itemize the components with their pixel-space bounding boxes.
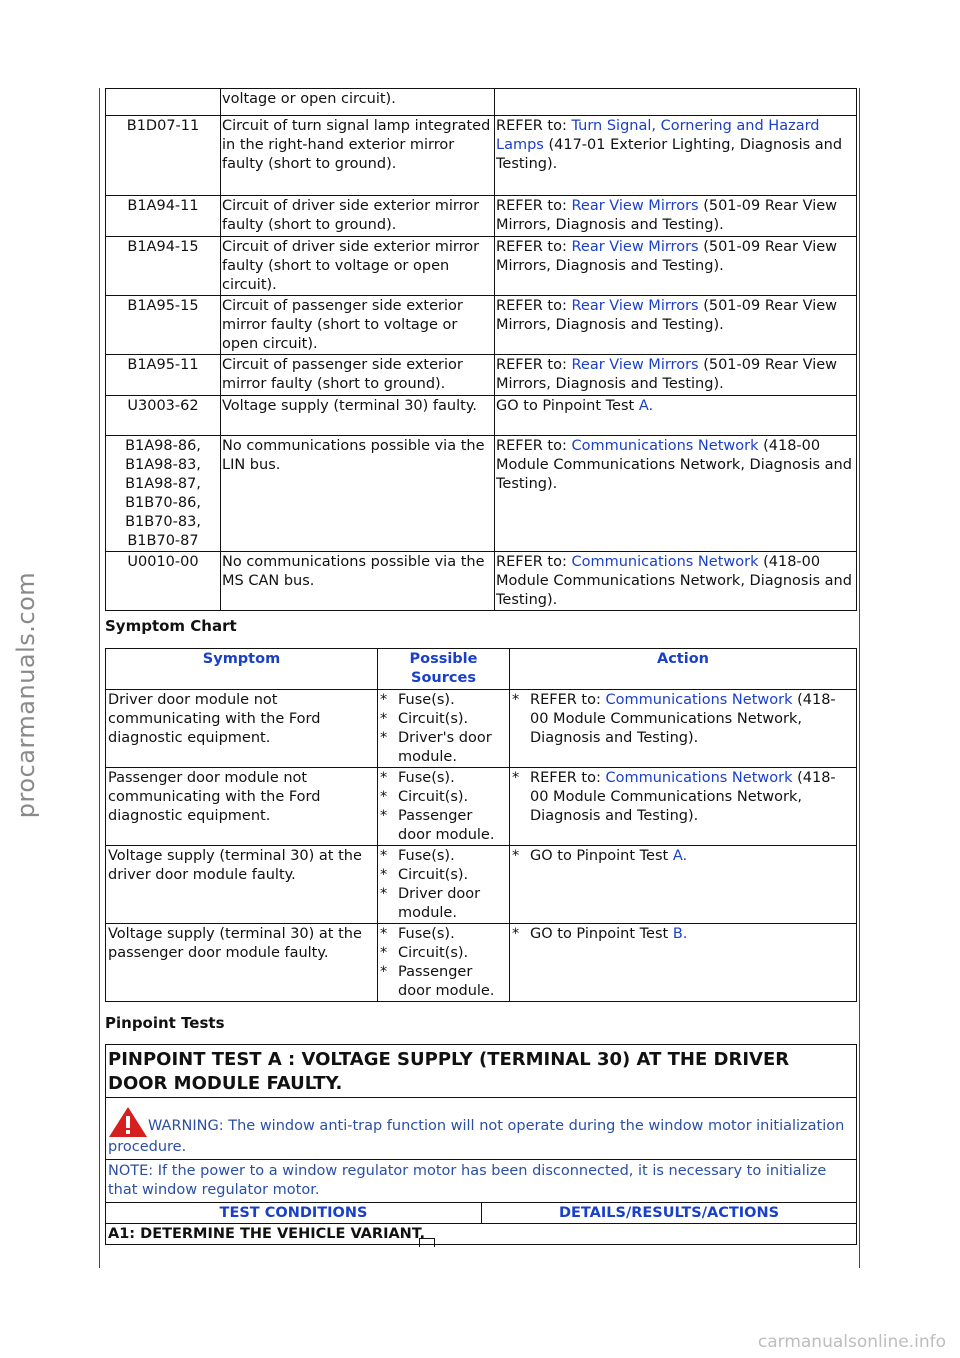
dtc-code: U3003-62 [106, 396, 221, 436]
action-text: (501-09 Rear View Mirrors, Diagnosis and Testing). [496, 239, 838, 274]
symptom-action [510, 768, 857, 846]
action-text: REFER to: [530, 770, 606, 786]
bullet-star: * [380, 730, 388, 746]
action-text-block [530, 925, 854, 944]
dtc-action [495, 355, 857, 396]
side-watermark: procarmanuals.com [12, 571, 40, 819]
step-a1: A1: DETERMINE THE VEHICLE VARIANT. [106, 1224, 857, 1245]
possible-sources [378, 924, 510, 1002]
dtc-action [495, 89, 857, 116]
dtc-action [495, 436, 857, 552]
details-results-actions-header: DETAILS/RESULTS/ACTIONS [482, 1203, 857, 1224]
bullet-star: * [512, 926, 520, 942]
dtc-description: Circuit of driver side exterior mirror faulty (short to voltage or open circuit). [221, 237, 495, 296]
dtc-description: Circuit of passenger side exterior mirror faulty (short to voltage or open circuit). [221, 296, 495, 355]
dtc-row [106, 196, 857, 237]
reference-link[interactable]: A. [638, 398, 654, 414]
bullet-star: * [512, 770, 520, 786]
action-text: (501-09 Rear View Mirrors, Diagnosis and Testing). [496, 198, 838, 233]
dtc-action [495, 396, 857, 436]
reference-link[interactable]: Rear View Mirrors [571, 198, 699, 214]
bullet-star: * [512, 848, 520, 864]
dtc-row [106, 396, 857, 436]
action-text: REFER to: [496, 298, 572, 314]
dtc-row [106, 552, 857, 611]
source-text: Circuit(s). [398, 945, 469, 961]
dtc-description: Circuit of turn signal lamp integrated in the right-hand exterior mirror faulty (short to ground). [221, 116, 495, 196]
page-left-rule [99, 88, 100, 1268]
action-text: REFER to: [496, 118, 572, 134]
bullet-star: * [380, 711, 388, 727]
symptom-action [510, 690, 857, 768]
source-item [380, 729, 507, 767]
bullet-star: * [380, 945, 388, 961]
reference-link[interactable]: Rear View Mirrors [571, 239, 699, 255]
action-text: (417-01 Exterior Lighting, Diagnosis and Testing). [496, 137, 843, 172]
dtc-code: B1A94-11 [106, 196, 221, 237]
bullet-star: * [380, 886, 388, 902]
source-text: Circuit(s). [398, 867, 469, 883]
dtc-description: Circuit of passenger side exterior mirror faulty (short to ground). [221, 355, 495, 396]
action-text: (418-00 Module Communications Network, Diagnosis and Testing). [496, 554, 852, 608]
action-text: GO to Pinpoint Test [530, 848, 673, 864]
note-text: NOTE: If the power to a window regulator motor has been disconnected, it is necessary to initialize that window regulator motor. [106, 1160, 857, 1203]
reference-link[interactable]: Turn Signal, Cornering and Hazard Lamps [496, 118, 820, 153]
source-text: Fuse(s). [398, 692, 455, 708]
test-conditions-header: TEST CONDITIONS [106, 1203, 482, 1224]
source-text: Fuse(s). [398, 926, 455, 942]
dtc-code: B1D07-11 [106, 116, 221, 196]
pinpoint-test-title: PINPOINT TEST A : VOLTAGE SUPPLY (TERMINAL 30) AT THE DRIVER DOOR MODULE FAULTY. [106, 1045, 857, 1098]
possible-sources [378, 846, 510, 924]
possible-sources [378, 768, 510, 846]
dtc-code: U0010-00 [106, 552, 221, 611]
source-item [380, 710, 507, 729]
bullet-star: * [380, 867, 388, 883]
dtc-row [106, 237, 857, 296]
reference-link[interactable]: A. [672, 848, 688, 864]
pinpoint-tests-heading: Pinpoint Tests [105, 1014, 225, 1032]
possible-sources [378, 690, 510, 768]
warning-box [106, 1098, 857, 1160]
source-item [380, 691, 507, 710]
source-item [380, 788, 507, 807]
action-text: GO to Pinpoint Test [530, 926, 673, 942]
source-text: Driver's door module. [398, 730, 492, 765]
possible-sources-header: Possible Sources [378, 649, 510, 690]
bullet-star: * [380, 848, 388, 864]
source-item [380, 944, 507, 963]
dtc-code: B1A95-11 [106, 355, 221, 396]
reference-link[interactable]: B. [672, 926, 688, 942]
reference-link[interactable]: Communications Network [605, 770, 793, 786]
source-item [380, 963, 507, 1001]
reference-link[interactable]: Communications Network [571, 438, 759, 454]
action-text-block [530, 769, 854, 826]
source-text: Fuse(s). [398, 770, 455, 786]
dtc-code: B1A98-86, B1A98-83, B1A98-87, B1B70-86, B1B70-83, B1B70-87 [106, 436, 221, 552]
bullet-star: * [380, 964, 388, 980]
symptom-header: Symptom [106, 649, 378, 690]
warning-triangle-icon [108, 1106, 148, 1138]
symptom-row [106, 924, 857, 1002]
dtc-row [106, 296, 857, 355]
action-text: GO to Pinpoint Test [496, 398, 639, 414]
action-text: REFER to: [496, 438, 572, 454]
source-item [380, 885, 507, 923]
dtc-description: Circuit of driver side exterior mirror faulty (short to ground). [221, 196, 495, 237]
source-item [380, 769, 507, 788]
dtc-code [106, 89, 221, 116]
dtc-action [495, 196, 857, 237]
symptom-text: Passenger door module not communicating with the Ford diagnostic equipment. [106, 768, 378, 846]
action-text: REFER to: [496, 357, 572, 373]
dtc-action [495, 552, 857, 611]
dtc-table [105, 88, 857, 611]
dtc-row [106, 355, 857, 396]
action-text-block [530, 847, 854, 866]
dtc-description: Voltage supply (terminal 30) faulty. [221, 396, 495, 436]
dtc-code: B1A95-15 [106, 296, 221, 355]
dtc-row [106, 116, 857, 196]
symptom-row [106, 768, 857, 846]
table-continuation-mark [419, 1238, 435, 1247]
source-item [380, 925, 507, 944]
bullet-star: * [380, 789, 388, 805]
symptom-row [106, 846, 857, 924]
dtc-action [495, 237, 857, 296]
bullet-star: * [380, 770, 388, 786]
symptom-text: Driver door module not communicating with the Ford diagnostic equipment. [106, 690, 378, 768]
symptom-text: Voltage supply (terminal 30) at the passenger door module faulty. [106, 924, 378, 1002]
source-text: Passenger door module. [398, 964, 495, 999]
bullet-star: * [512, 692, 520, 708]
symptom-chart-table [105, 648, 857, 1002]
reference-link[interactable]: Rear View Mirrors [571, 298, 699, 314]
dtc-description: No communications possible via the LIN bus. [221, 436, 495, 552]
symptom-text: Voltage supply (terminal 30) at the driver door module faulty. [106, 846, 378, 924]
dtc-description: No communications possible via the MS CAN bus. [221, 552, 495, 611]
action-header: Action [510, 649, 857, 690]
reference-link[interactable]: Rear View Mirrors [571, 357, 699, 373]
source-item [380, 866, 507, 885]
reference-link[interactable]: Communications Network [571, 554, 759, 570]
dtc-row [106, 89, 857, 116]
source-text: Passenger door module. [398, 808, 495, 843]
action-text: REFER to: [530, 692, 606, 708]
source-text: Circuit(s). [398, 711, 469, 727]
action-text: (418-00 Module Communications Network, Diagnosis and Testing). [530, 692, 836, 746]
dtc-description: voltage or open circuit). [221, 89, 495, 116]
pinpoint-test-table [105, 1044, 857, 1245]
dtc-action [495, 296, 857, 355]
action-text-block [530, 691, 854, 748]
action-text: (418-00 Module Communications Network, Diagnosis and Testing). [496, 438, 852, 492]
reference-link[interactable]: Communications Network [605, 692, 793, 708]
symptom-header-row [106, 649, 857, 690]
bottom-watermark: carmanualsonline.info [757, 1332, 946, 1352]
dtc-action [495, 116, 857, 196]
action-text: (501-09 Rear View Mirrors, Diagnosis and Testing). [496, 357, 838, 392]
dtc-code: B1A94-15 [106, 237, 221, 296]
symptom-action [510, 924, 857, 1002]
source-text: Circuit(s). [398, 789, 469, 805]
bullet-star: * [380, 926, 388, 942]
dtc-row [106, 436, 857, 552]
source-text: Fuse(s). [398, 848, 455, 864]
bullet-star: * [380, 808, 388, 824]
action-text: (501-09 Rear View Mirrors, Diagnosis and Testing). [496, 298, 838, 333]
action-text: REFER to: [496, 554, 572, 570]
warning-text: WARNING: The window anti-trap function will not operate during the window motor initialization procedure. [108, 1118, 845, 1155]
source-text: Driver door module. [398, 886, 481, 921]
action-text: (418-00 Module Communications Network, Diagnosis and Testing). [530, 770, 836, 824]
bullet-star: * [380, 692, 388, 708]
source-item [380, 847, 507, 866]
source-item [380, 807, 507, 845]
symptom-chart-heading: Symptom Chart [105, 617, 237, 635]
action-text: REFER to: [496, 198, 572, 214]
action-text: REFER to: [496, 239, 572, 255]
symptom-action [510, 846, 857, 924]
symptom-row [106, 690, 857, 768]
page-right-rule [859, 88, 860, 1268]
